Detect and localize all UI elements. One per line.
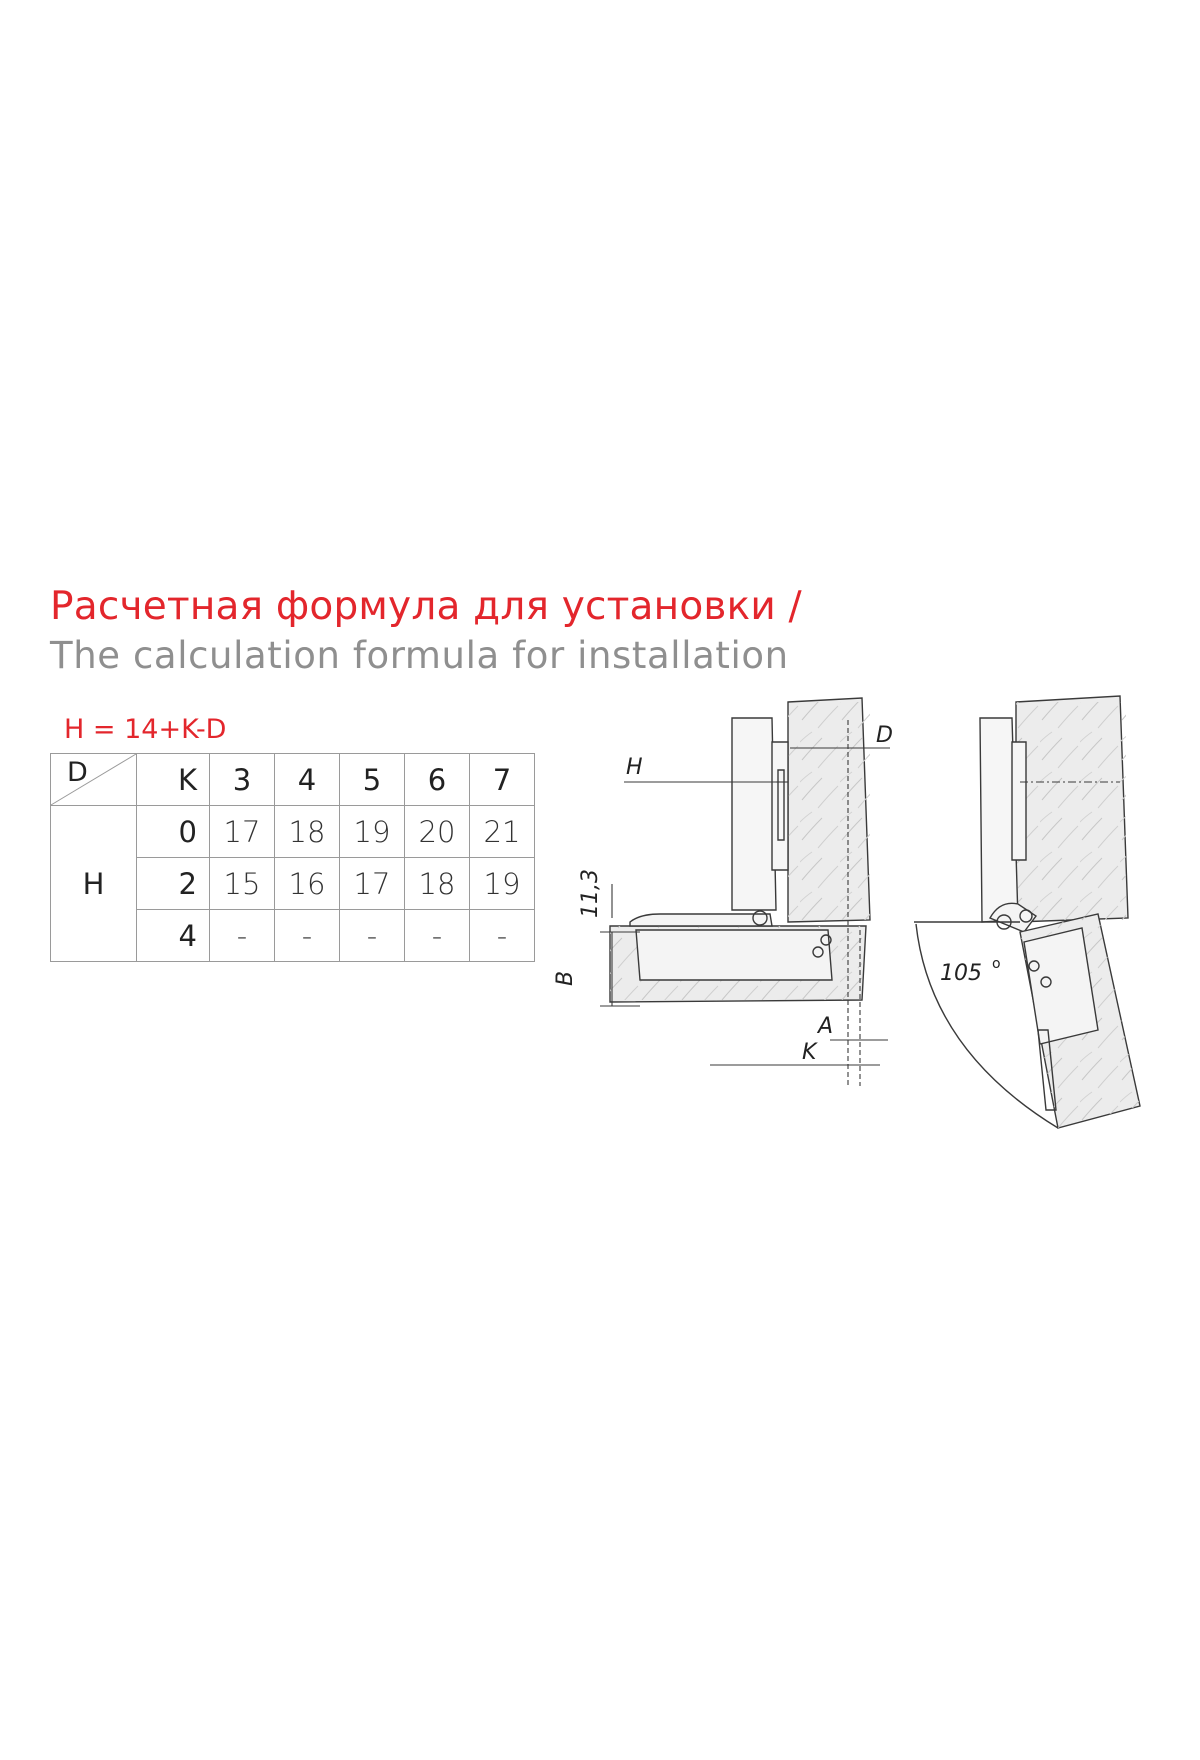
corner-k-label: K (137, 754, 210, 806)
d-value-0: 0 (137, 806, 210, 858)
k-header-7: 7 (470, 754, 535, 806)
row-header-h: H (51, 806, 137, 962)
table-cell: 20 (405, 806, 470, 858)
k-header-4: 4 (275, 754, 340, 806)
label-d: D (876, 723, 893, 748)
corner-d-label: D (67, 757, 88, 788)
table-cell: - (210, 910, 275, 962)
title-english: The calculation formula for installation (50, 634, 789, 677)
closed-hinge-view (610, 698, 870, 1002)
label-b: B (553, 970, 578, 986)
table-cell: - (340, 910, 405, 962)
table-cell: - (405, 910, 470, 962)
d-value-4: 4 (137, 910, 210, 962)
table-cell: - (275, 910, 340, 962)
table-cell: 19 (340, 806, 405, 858)
table-cell: 16 (275, 858, 340, 910)
d-value-2: 2 (137, 858, 210, 910)
table-cell: 19 (470, 858, 535, 910)
k-header-3: 3 (210, 754, 275, 806)
label-a: A (818, 1014, 834, 1039)
hinge-table (50, 753, 535, 962)
k-header-6: 6 (405, 754, 470, 806)
degree-mark: o (992, 956, 1001, 972)
label-11-3: 11,3 (578, 869, 603, 918)
table-cell: 17 (340, 858, 405, 910)
table-row (51, 806, 535, 858)
title-russian: Расчетная формула для установки / (50, 584, 802, 629)
corner-cell (51, 754, 137, 806)
k-header-5: 5 (340, 754, 405, 806)
table-cell: 18 (405, 858, 470, 910)
table-cell: 15 (210, 858, 275, 910)
hinge-drawing (553, 690, 1160, 1140)
formula: H = 14+K-D (64, 714, 227, 745)
table-cell: 18 (275, 806, 340, 858)
table-cell: 21 (470, 806, 535, 858)
table-header-row (51, 754, 535, 806)
table-cell: 17 (210, 806, 275, 858)
hinge-diagram (553, 690, 1160, 1145)
angle-label: 105 (940, 961, 982, 986)
label-k: K (802, 1040, 817, 1065)
table-cell: - (470, 910, 535, 962)
label-h: H (626, 755, 643, 780)
open-hinge-view (914, 696, 1140, 1128)
